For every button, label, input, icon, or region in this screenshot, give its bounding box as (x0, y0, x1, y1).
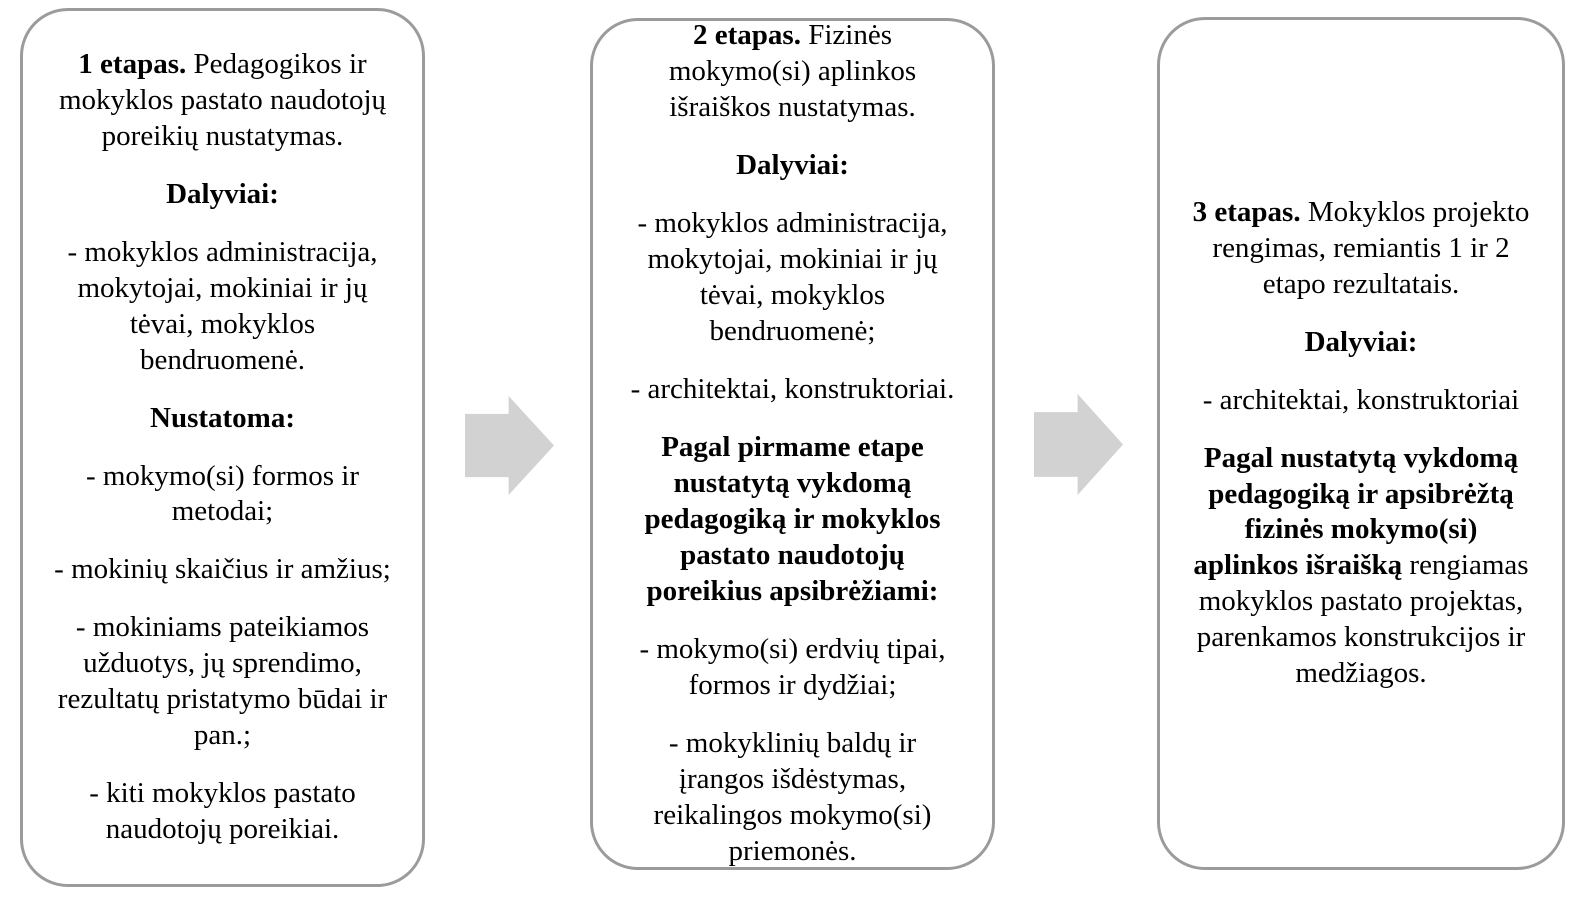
stage-1-title-text: Pedagogikos ir mokyklos pastato naudotojų poreikių nustatymas. (58, 47, 387, 152)
right-arrow-icon (465, 396, 554, 495)
stage-2-defined-heading: Pagal pirmame etape nustatytą vykdomą pedagogiką ir mokyklos pastato naudotojų poreikius apsibrėžiami: (644, 431, 941, 607)
stage-3-title-lead: 3 etapas. (1192, 195, 1301, 228)
stage-3-participants-item-1: - architektai, konstruktoriai (1202, 383, 1520, 416)
stage-3-closing (1190, 441, 1532, 693)
stage-2-item-2: - mokyklinių baldų ir įrangos išdėstymas, reikalingos mokymo(si) priemonės. (653, 726, 932, 867)
stage-1-box (20, 8, 425, 887)
stage-1-title-lead: 1 etapas. (78, 47, 187, 80)
stage-3-closing-bold: Pagal nustatytą vykdomą pedagogiką ir apsibrėžtą fizinės mokymo(si) aplinkos išraišką (1193, 441, 1519, 582)
stage-1-item-1: - mokymo(si) formos ir metodai; (85, 459, 360, 528)
stage-2-participants-item-1: - mokyklos administracija, mokytojai, mokiniai ir jų tėvai, mokyklos bendruomenė; (637, 207, 948, 348)
stage-2-box (590, 18, 995, 870)
stage-2-participants-item-2: - architektai, konstruktoriai. (630, 373, 955, 406)
stage-2-title-text: Fizinės mokymo(si) aplinkos išraiškos nustatymas. (668, 19, 917, 124)
stage-3-participants-heading: Dalyviai: (1304, 325, 1418, 358)
stage-2-title-lead: 2 etapas. (693, 19, 801, 52)
stage-3-title (1190, 195, 1532, 303)
stage-3-closing-text: rengiamas mokyklos pastato projektas, parenkamos konstrukcijos ir medžiagos. (1196, 549, 1529, 690)
stage-2-participants-heading: Dalyviai: (736, 149, 849, 182)
stage-2-title (623, 18, 962, 126)
stage-2-item-1: - mokymo(si) erdvių tipai, formos ir dydžiai; (639, 632, 946, 701)
stage-1-title (53, 47, 392, 155)
stage-3-box (1157, 17, 1565, 870)
stage-3-title-text: Mokyklos projekto rengimas, remiantis 1 ir 2 etapo rezultatais. (1212, 195, 1530, 300)
stage-1-participants-item: - mokyklos administracija, mokytojai, mokiniai ir jų tėvai, mokyklos bendruomenė. (67, 235, 378, 376)
stage-1-item-3: - mokiniams pateikiamos užduotys, jų sprendimo, rezultatų pristatymo būdai ir pan.; (57, 611, 388, 752)
right-arrow-icon (1034, 394, 1123, 495)
stage-1-item-4: - kiti mokyklos pastato naudotojų poreikiai. (89, 777, 356, 846)
stage-1-participants-heading: Dalyviai: (166, 177, 279, 210)
stage-1-item-2: - mokinių skaičius ir amžius; (54, 553, 391, 586)
stage-1-determined-heading: Nustatoma: (150, 401, 295, 434)
